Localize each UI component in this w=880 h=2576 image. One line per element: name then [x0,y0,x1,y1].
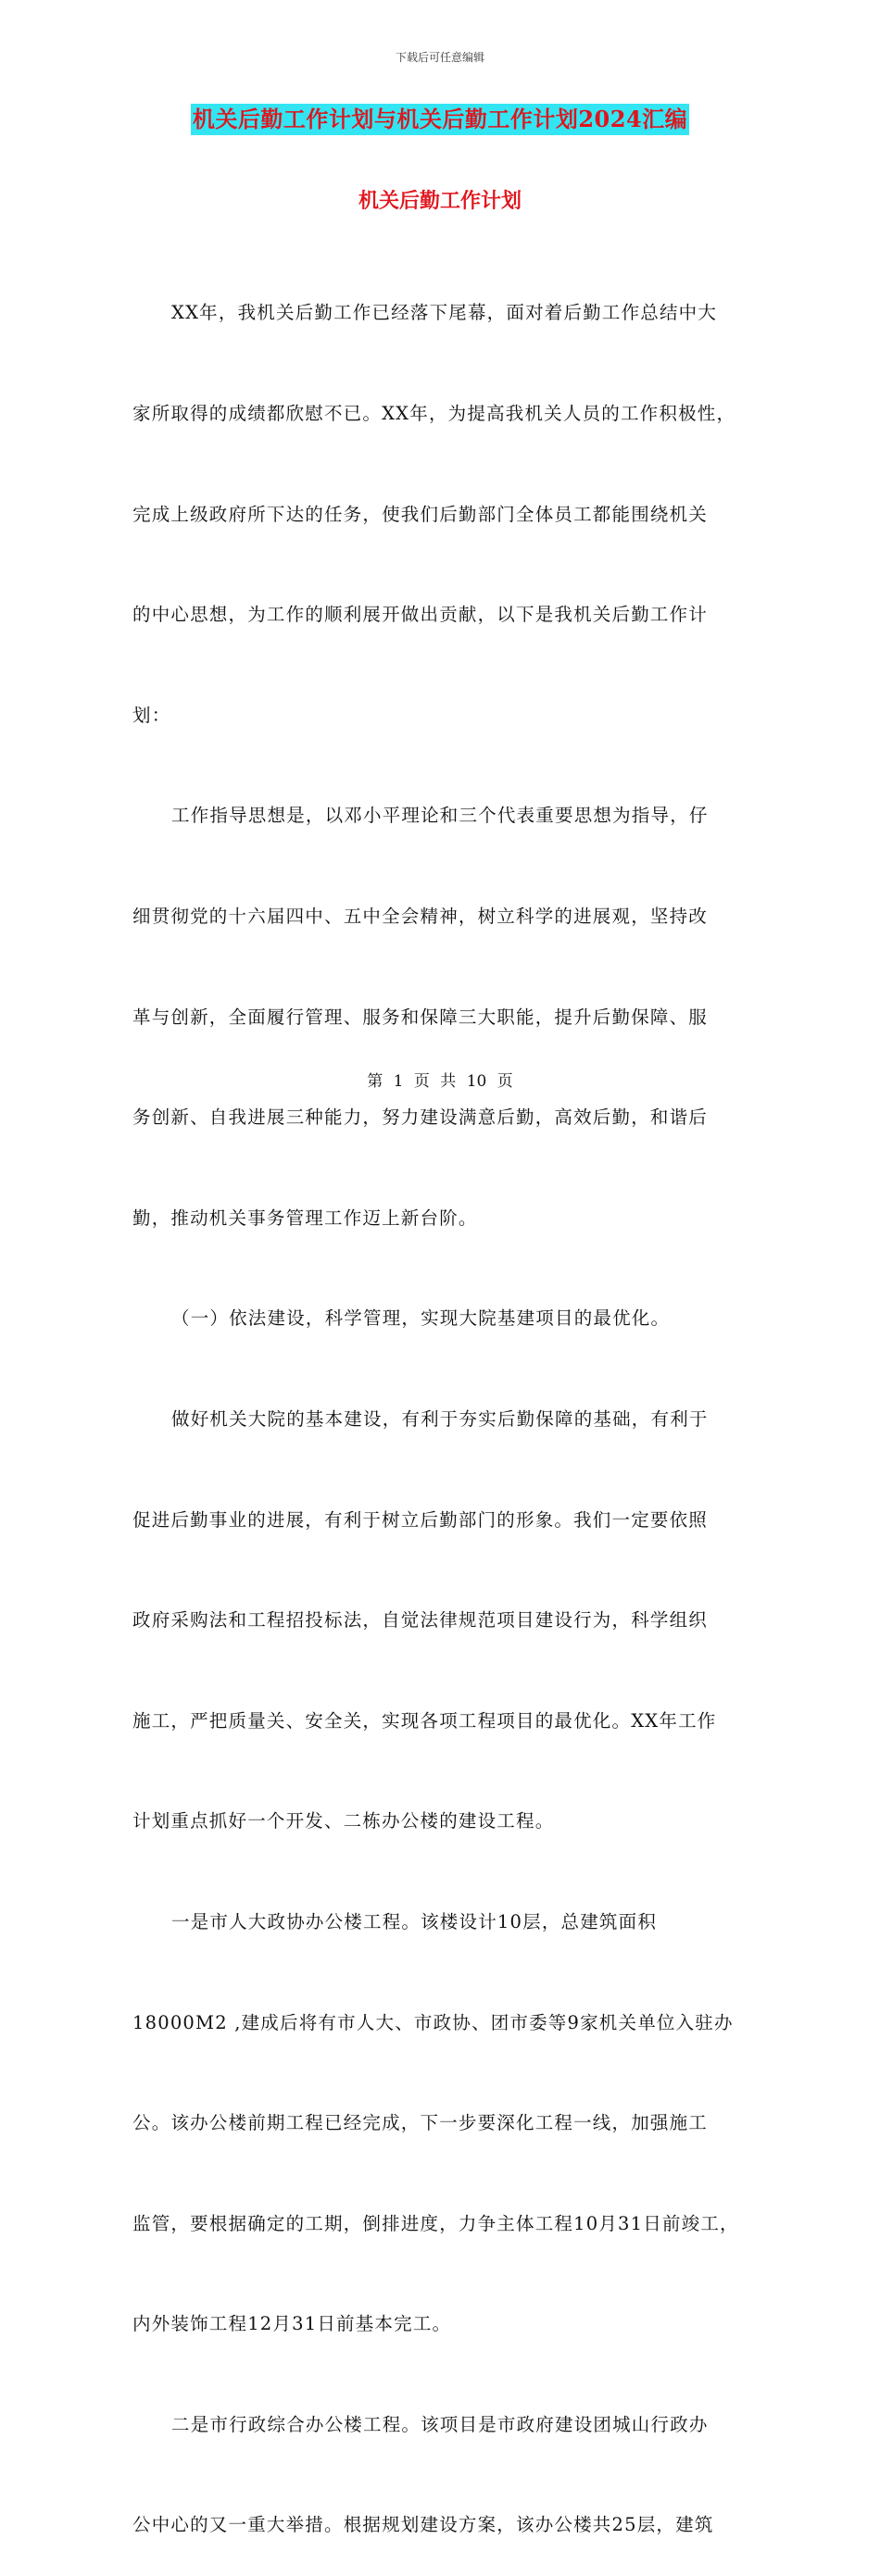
paragraph-line: 勤，推动机关事务管理工作迈上新台阶。 [132,1207,478,1229]
document-title: 机关后勤工作计划与机关后勤工作计划2024汇编 [191,104,689,135]
paragraph-line: 二是市行政综合办公楼工程。该项目是市政府建设团城山行政办 [171,2413,709,2435]
paragraph-line: 家所取得的成绩都欣慰不已。XX年，为提高我机关人员的工作积极性， [132,403,736,424]
paragraph-line: 完成上级政府所下达的任务，使我们后勤部门全体员工都能围绕机关 [132,503,709,525]
paragraph-line: 工作指导思想是，以邓小平理论和三个代表重要思想为指导，仔 [171,805,709,827]
section-title: 机关后勤工作计划 [358,189,522,213]
body-text [132,230,762,2576]
page-footer: 第 1 页 共 10 页 [367,1072,513,1091]
paragraph-line: 施工，严把质量关、安全关，实现各项工程项目的最优化。XX年工作 [132,1709,717,1732]
paragraph-line: 内外装饰工程12月31日前基本完工。 [132,2313,452,2335]
paragraph-line: 革与创新，全面履行管理、服务和保障三大职能，提升后勤保障、服 [132,1006,709,1028]
paragraph-line: 务创新、自我进展三种能力，努力建设满意后勤，高效后勤，和谐后 [132,1107,709,1129]
paragraph-line: 计划重点抓好一个开发、二栋办公楼的建设工程。 [132,1810,555,1832]
paragraph-line: 细贯彻党的十六届四中、五中全会精神，树立科学的进展观，坚持改 [132,905,709,927]
paragraph-line: （一）依法建设，科学管理，实现大院基建项目的最优化。 [171,1307,671,1330]
paragraph-line: 的中心思想，为工作的顺利展开做出贡献，以下是我机关后勤工作计 [132,604,709,626]
document-title-container [0,104,880,135]
paragraph-line: 一是市人大政协办公楼工程。该楼设计10层，总建筑面积 [171,1910,658,1932]
paragraph-line: 促进后勤事业的进展，有利于树立后勤部门的形象。我们一定要依照 [132,1508,709,1531]
paragraph-line: 政府采购法和工程招投标法，自觉法律规范项目建设行为，科学组织 [132,1609,709,1632]
header-note: 下载后可任意编辑 [395,51,484,64]
paragraph-line: 公中心的又一重大举措。根据规划建设方案，该办公楼共25层，建筑 [132,2514,714,2536]
paragraph-line: 监管，要根据确定的工期，倒排进度，力争主体工程10月31日前竣工， [132,2212,739,2234]
paragraph-line: 划： [132,704,171,726]
paragraph-line: 18000M2 ,建成后将有市人大、市政协、团市委等9家机关单位入驻办 [132,2011,734,2033]
paragraph-line: 公。该办公楼前期工程已经完成，下一步要深化工程一线，加强施工 [132,2112,709,2134]
paragraph-line: 做好机关大院的基本建设，有利于夯实后勤保障的基础，有利于 [171,1407,709,1430]
paragraph-line: XX年，我机关后勤工作已经落下尾幕，面对着后勤工作总结中大 [171,302,718,324]
